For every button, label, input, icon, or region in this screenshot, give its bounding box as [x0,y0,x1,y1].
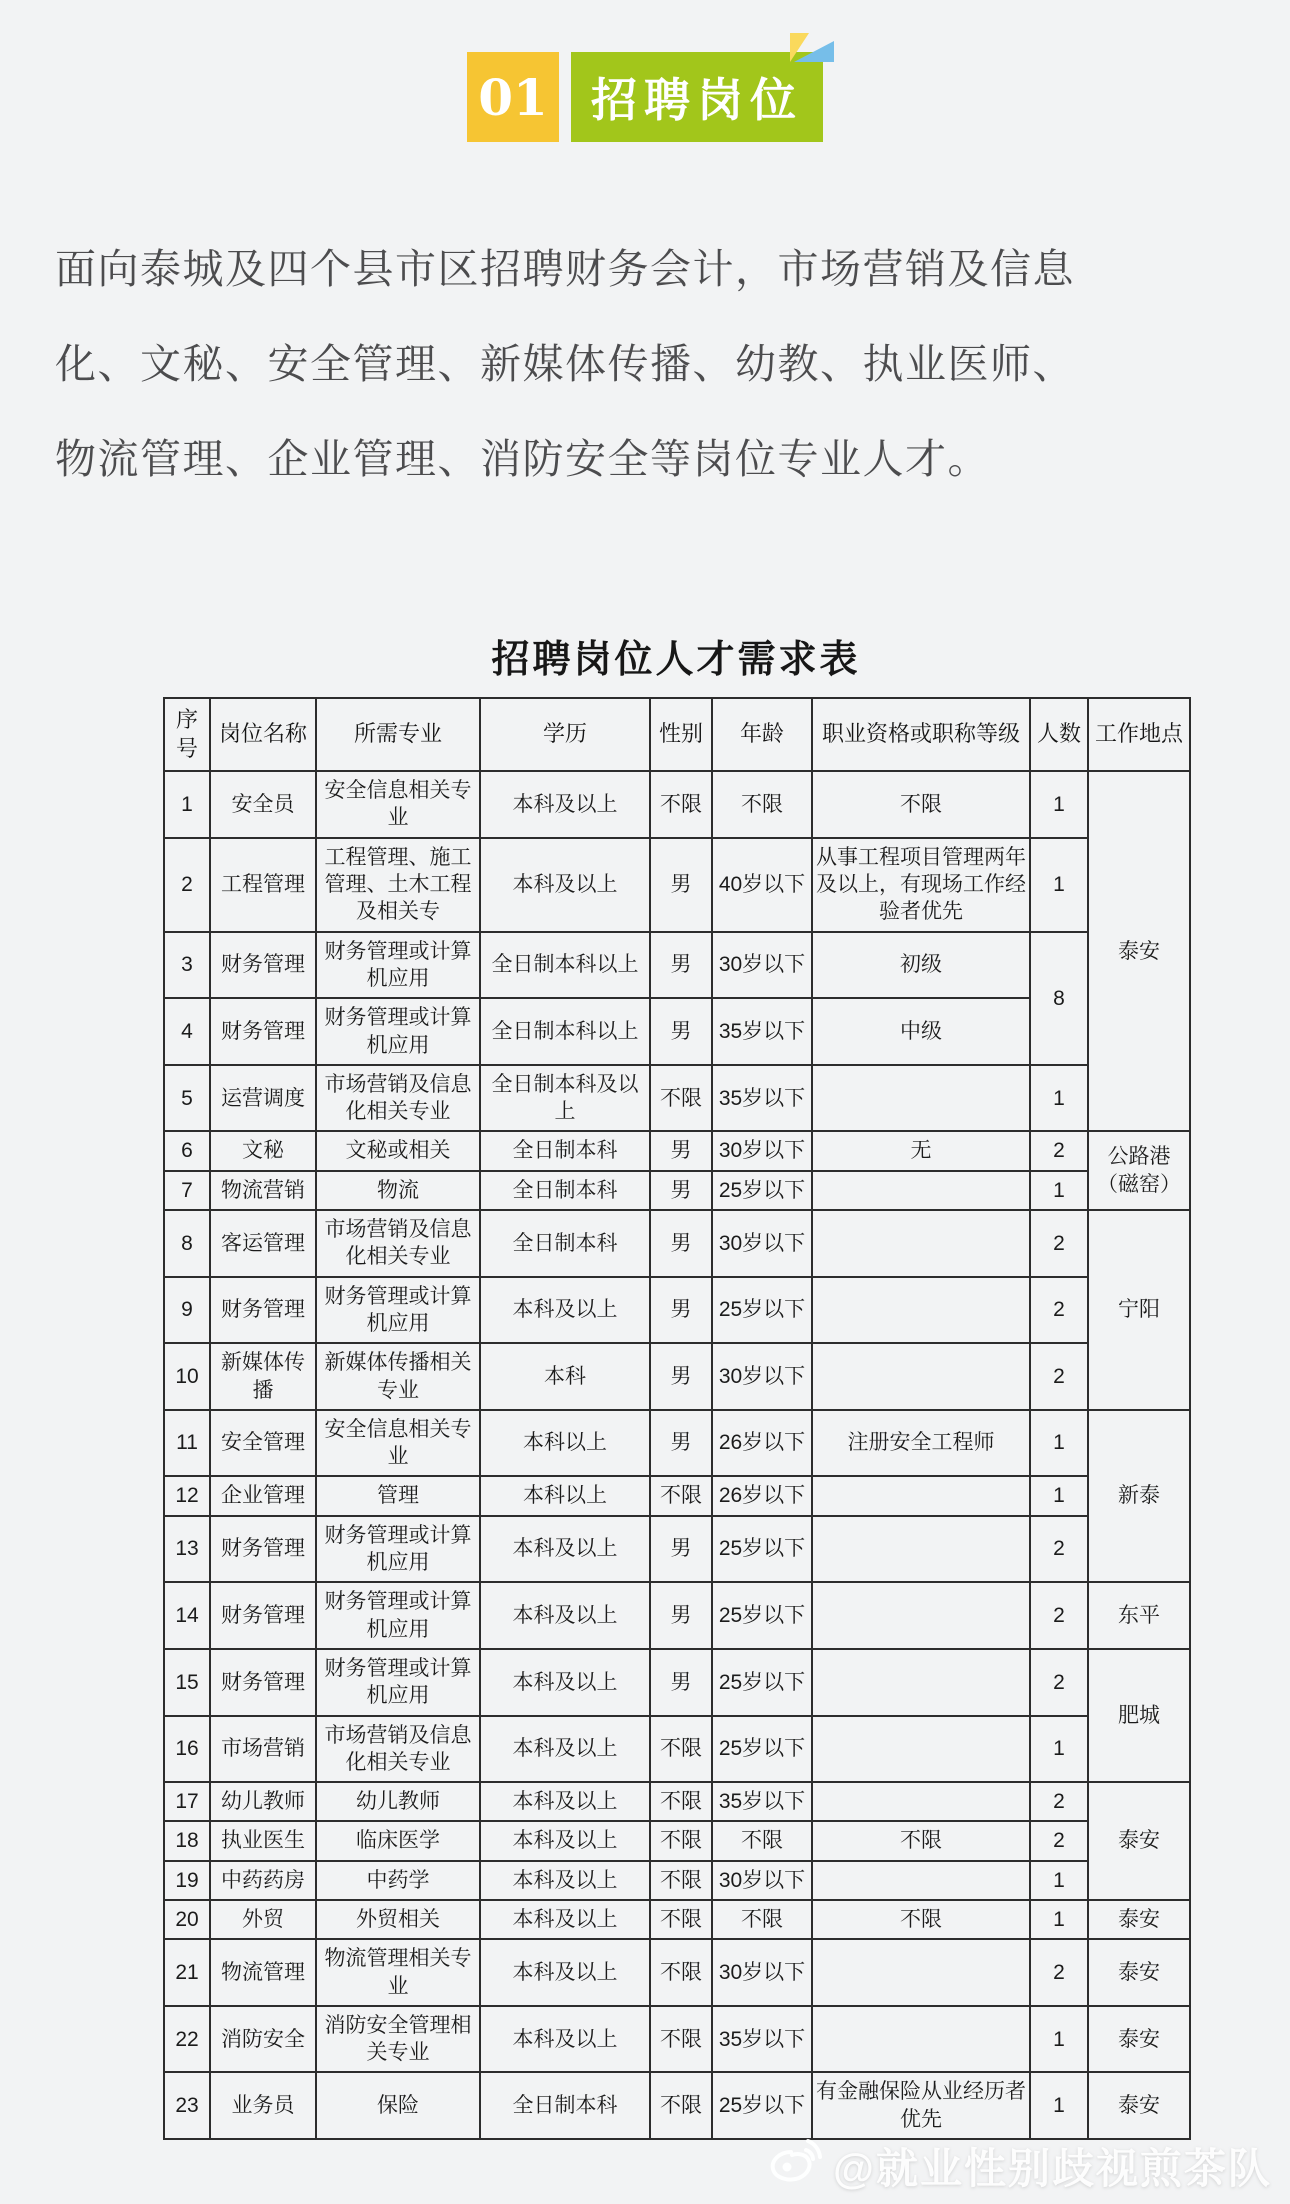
table-row [164,838,1190,932]
cell-qualification: 初级 [812,932,1030,999]
cell-location: 泰安 [1088,2006,1190,2073]
cell-age: 25岁以下 [712,1171,812,1210]
cell-position: 物流营销 [210,1171,316,1210]
table-section [163,628,1189,2140]
cell-degree: 本科及以上 [480,1821,650,1860]
cell-qualification [812,1649,1030,1716]
cell-degree: 本科及以上 [480,1782,650,1821]
cell-count: 2 [1030,1343,1088,1410]
cell-no: 20 [164,1900,210,1939]
cell-degree: 本科及以上 [480,1861,650,1900]
cell-major: 外贸相关 [316,1900,480,1939]
cell-location: 泰安 [1088,1900,1190,1939]
cell-age: 不限 [712,1821,812,1860]
cell-major: 幼儿教师 [316,1782,480,1821]
cell-qualification [812,1516,1030,1583]
cell-qualification [812,1210,1030,1277]
cell-position: 运营调度 [210,1065,316,1132]
cell-major: 工程管理、施工管理、土木工程及相关专 [316,838,480,932]
cell-major: 财务管理或计算机应用 [316,998,480,1065]
section-title-label: 招聘岗位 [591,74,803,126]
cell-no: 15 [164,1649,210,1716]
cell-location: 肥城 [1088,1649,1190,1782]
cell-no: 3 [164,932,210,999]
cell-degree: 本科及以上 [480,1649,650,1716]
intro-line-2: 化、文秘、安全管理、新媒体传播、幼教、执业医师、 [55,341,1075,387]
cell-degree: 本科及以上 [480,1900,650,1939]
cell-count: 2 [1030,1821,1088,1860]
cell-qualification [812,1065,1030,1132]
cell-degree: 本科以上 [480,1410,650,1477]
cell-degree: 全日制本科以上 [480,932,650,999]
cell-count: 1 [1030,1065,1088,1132]
cell-location: 泰安 [1088,1782,1190,1900]
cell-position: 执业医生 [210,1821,316,1860]
cell-major: 管理 [316,1476,480,1515]
table-row [164,1516,1190,1583]
cell-position: 业务员 [210,2072,316,2139]
cell-position: 外贸 [210,1900,316,1939]
cell-qualification [812,1939,1030,2006]
header-qualification: 职业资格或职称等级 [812,698,1030,771]
corner-flag-icon [789,21,835,75]
cell-degree: 本科及以上 [480,1516,650,1583]
cell-major: 文秘或相关 [316,1131,480,1170]
cell-major: 安全信息相关专业 [316,771,480,838]
cell-major: 财务管理或计算机应用 [316,1649,480,1716]
table-row [164,2006,1190,2073]
cell-position: 工程管理 [210,838,316,932]
cell-position: 财务管理 [210,1582,316,1649]
cell-age: 25岁以下 [712,2072,812,2139]
cell-no: 18 [164,1821,210,1860]
watermark [769,2136,1272,2196]
cell-position: 安全管理 [210,1410,316,1477]
cell-age: 30岁以下 [712,1861,812,1900]
cell-gender: 不限 [650,1716,712,1783]
cell-count: 1 [1030,838,1088,932]
cell-gender: 男 [650,1516,712,1583]
cell-count: 1 [1030,1476,1088,1515]
table-body [164,771,1190,2139]
table-row [164,1410,1190,1477]
cell-no: 13 [164,1516,210,1583]
cell-degree: 全日制本科 [480,1131,650,1170]
table-row [164,1131,1190,1170]
cell-count: 1 [1030,1900,1088,1939]
cell-location: 新泰 [1088,1410,1190,1582]
cell-gender: 男 [650,1410,712,1477]
section-title-badge [571,52,823,142]
cell-age: 30岁以下 [712,1210,812,1277]
header-gender: 性别 [650,698,712,771]
table-row [164,1716,1190,1783]
cell-no: 11 [164,1410,210,1477]
cell-gender: 不限 [650,2072,712,2139]
cell-degree: 全日制本科 [480,1171,650,1210]
cell-location: 泰安 [1088,1939,1190,2006]
cell-qualification: 不限 [812,771,1030,838]
cell-count: 2 [1030,1131,1088,1170]
table-row [164,1210,1190,1277]
section-badge [467,52,823,142]
cell-degree: 全日制本科 [480,2072,650,2139]
cell-major: 新媒体传播相关专业 [316,1343,480,1410]
cell-gender: 不限 [650,1065,712,1132]
cell-count: 1 [1030,2006,1088,2073]
cell-degree: 本科及以上 [480,838,650,932]
cell-position: 客运管理 [210,1210,316,1277]
cell-gender: 男 [650,1343,712,1410]
cell-degree: 本科 [480,1343,650,1410]
cell-count: 8 [1030,932,1088,1065]
cell-position: 新媒体传播 [210,1343,316,1410]
cell-no: 14 [164,1582,210,1649]
cell-no: 12 [164,1476,210,1515]
table-row [164,1900,1190,1939]
cell-position: 企业管理 [210,1476,316,1515]
table-row [164,1782,1190,1821]
cell-count: 1 [1030,1171,1088,1210]
cell-major: 财务管理或计算机应用 [316,1516,480,1583]
cell-qualification [812,1171,1030,1210]
table-row [164,1171,1190,1210]
cell-major: 临床医学 [316,1821,480,1860]
cell-degree: 本科及以上 [480,1277,650,1344]
cell-count: 1 [1030,1861,1088,1900]
cell-gender: 男 [650,1649,712,1716]
cell-no: 16 [164,1716,210,1783]
cell-major: 市场营销及信息化相关专业 [316,1210,480,1277]
table-row [164,771,1190,838]
cell-degree: 本科及以上 [480,1939,650,2006]
cell-degree: 本科及以上 [480,2006,650,2073]
section-number-badge: 01 [467,52,559,142]
cell-location: 宁阳 [1088,1210,1190,1410]
cell-major: 财务管理或计算机应用 [316,932,480,999]
recruitment-table [163,697,1191,2140]
cell-age: 25岁以下 [712,1716,812,1783]
cell-age: 26岁以下 [712,1476,812,1515]
cell-age: 25岁以下 [712,1516,812,1583]
header-age: 年龄 [712,698,812,771]
cell-position: 幼儿教师 [210,1782,316,1821]
cell-qualification: 无 [812,1131,1030,1170]
cell-age: 35岁以下 [712,1782,812,1821]
cell-location: 公路港（磁窑） [1088,1131,1190,1210]
header-count: 人数 [1030,698,1088,771]
cell-degree: 全日制本科以上 [480,998,650,1065]
cell-count: 2 [1030,1210,1088,1277]
table-row [164,1939,1190,2006]
cell-no: 23 [164,2072,210,2139]
cell-age: 30岁以下 [712,932,812,999]
cell-major: 消防安全管理相关专业 [316,2006,480,2073]
cell-gender: 不限 [650,1476,712,1515]
cell-no: 8 [164,1210,210,1277]
cell-no: 6 [164,1131,210,1170]
cell-position: 文秘 [210,1131,316,1170]
cell-gender: 男 [650,1131,712,1170]
cell-position: 物流管理 [210,1939,316,2006]
cell-age: 30岁以下 [712,1939,812,2006]
cell-qualification: 中级 [812,998,1030,1065]
cell-age: 30岁以下 [712,1131,812,1170]
table-header-row [164,698,1190,771]
header-major: 所需专业 [316,698,480,771]
cell-qualification [812,2006,1030,2073]
cell-no: 21 [164,1939,210,2006]
table-row [164,1821,1190,1860]
cell-qualification [812,1861,1030,1900]
cell-major: 中药学 [316,1861,480,1900]
table-row [164,1582,1190,1649]
cell-location: 泰安 [1088,771,1190,1131]
cell-age: 35岁以下 [712,998,812,1065]
cell-major: 安全信息相关专业 [316,1410,480,1477]
table-title: 招聘岗位人才需求表 [491,639,861,681]
cell-qualification: 从事工程项目管理两年及以上，有现场工作经验者优先 [812,838,1030,932]
cell-degree: 本科及以上 [480,1716,650,1783]
cell-qualification [812,1582,1030,1649]
table-row [164,1649,1190,1716]
cell-qualification: 有金融保险从业经历者优先 [812,2072,1030,2139]
cell-age: 不限 [712,771,812,838]
cell-qualification [812,1782,1030,1821]
cell-age: 不限 [712,1900,812,1939]
cell-position: 中药药房 [210,1861,316,1900]
cell-count: 2 [1030,1649,1088,1716]
cell-count: 1 [1030,771,1088,838]
cell-gender: 男 [650,1582,712,1649]
cell-degree: 全日制本科 [480,1210,650,1277]
table-header [164,698,1190,771]
cell-no: 17 [164,1782,210,1821]
cell-no: 4 [164,998,210,1065]
cell-gender: 男 [650,1277,712,1344]
cell-degree: 全日制本科及以上 [480,1065,650,1132]
cell-age: 30岁以下 [712,1343,812,1410]
cell-count: 1 [1030,1716,1088,1783]
cell-position: 财务管理 [210,932,316,999]
cell-gender: 男 [650,1171,712,1210]
cell-age: 35岁以下 [712,2006,812,2073]
cell-major: 物流管理相关专业 [316,1939,480,2006]
cell-gender: 不限 [650,1900,712,1939]
cell-no: 19 [164,1861,210,1900]
cell-position: 消防安全 [210,2006,316,2073]
cell-qualification [812,1277,1030,1344]
cell-major: 物流 [316,1171,480,1210]
cell-gender: 不限 [650,1939,712,2006]
cell-count: 2 [1030,1939,1088,2006]
cell-count: 2 [1030,1582,1088,1649]
cell-no: 1 [164,771,210,838]
cell-gender: 不限 [650,771,712,838]
cell-age: 26岁以下 [712,1410,812,1477]
watermark-handle: @就业性别歧视煎茶队 [833,2145,1272,2192]
header-degree: 学历 [480,698,650,771]
cell-count: 2 [1030,1516,1088,1583]
cell-degree: 本科及以上 [480,1582,650,1649]
cell-no: 10 [164,1343,210,1410]
cell-gender: 男 [650,838,712,932]
cell-position: 市场营销 [210,1716,316,1783]
cell-position: 安全员 [210,771,316,838]
table-row [164,1861,1190,1900]
cell-no: 7 [164,1171,210,1210]
weibo-icon [769,2138,823,2194]
table-row [164,1476,1190,1515]
cell-count: 2 [1030,1277,1088,1344]
cell-age: 40岁以下 [712,838,812,932]
cell-qualification: 不限 [812,1821,1030,1860]
cell-qualification [812,1343,1030,1410]
cell-major: 保险 [316,2072,480,2139]
header-position: 岗位名称 [210,698,316,771]
header-location: 工作地点 [1088,698,1190,771]
cell-age: 35岁以下 [712,1065,812,1132]
cell-no: 5 [164,1065,210,1132]
cell-age: 25岁以下 [712,1582,812,1649]
cell-degree: 本科以上 [480,1476,650,1515]
cell-gender: 男 [650,998,712,1065]
table-row [164,1343,1190,1410]
cell-location: 泰安 [1088,2072,1190,2139]
cell-degree: 本科及以上 [480,771,650,838]
cell-position: 财务管理 [210,1516,316,1583]
table-row [164,1277,1190,1344]
cell-gender: 不限 [650,1782,712,1821]
cell-position: 财务管理 [210,1649,316,1716]
cell-location: 东平 [1088,1582,1190,1649]
table-row [164,1065,1190,1132]
cell-major: 市场营销及信息化相关专业 [316,1716,480,1783]
cell-gender: 男 [650,932,712,999]
cell-qualification [812,1716,1030,1783]
cell-no: 2 [164,838,210,932]
cell-age: 25岁以下 [712,1277,812,1344]
cell-gender: 男 [650,1210,712,1277]
cell-gender: 不限 [650,2006,712,2073]
cell-qualification [812,1476,1030,1515]
cell-gender: 不限 [650,1821,712,1860]
cell-count: 1 [1030,2072,1088,2139]
cell-position: 财务管理 [210,998,316,1065]
cell-no: 22 [164,2006,210,2073]
intro-line-1: 面向泰城及四个县市区招聘财务会计，市场营销及信息 [55,246,1075,292]
intro-line-3: 物流管理、企业管理、消防安全等岗位专业人才。 [55,436,990,482]
cell-gender: 不限 [650,1861,712,1900]
cell-qualification: 注册安全工程师 [812,1410,1030,1477]
cell-count: 2 [1030,1782,1088,1821]
table-row [164,932,1190,999]
cell-major: 财务管理或计算机应用 [316,1277,480,1344]
cell-age: 25岁以下 [712,1649,812,1716]
cell-major: 财务管理或计算机应用 [316,1582,480,1649]
header-no: 序号 [164,698,210,771]
cell-qualification: 不限 [812,1900,1030,1939]
cell-major: 市场营销及信息化相关专业 [316,1065,480,1132]
cell-position: 财务管理 [210,1277,316,1344]
table-row [164,2072,1190,2139]
cell-count: 1 [1030,1410,1088,1477]
intro-paragraph [55,222,1240,507]
cell-no: 9 [164,1277,210,1344]
